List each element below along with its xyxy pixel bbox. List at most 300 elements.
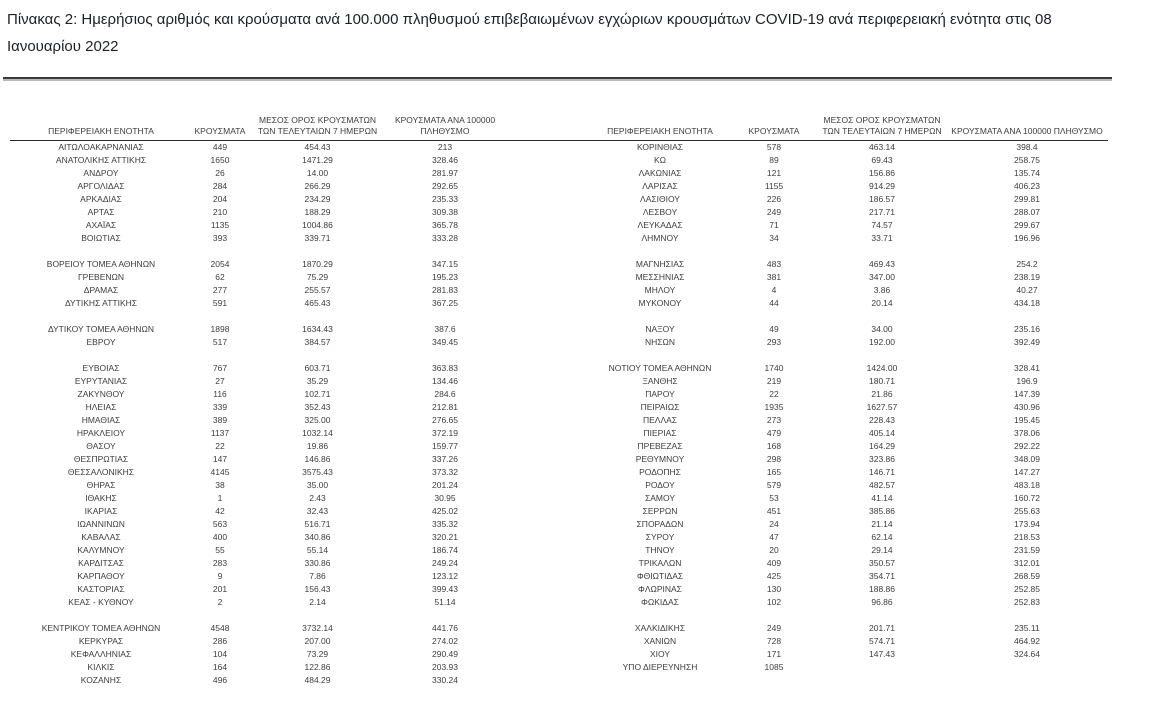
avg7-value: 29.14	[871, 544, 893, 555]
table-row	[592, 335, 1110, 348]
region-name: ΙΘΑΚΗΣ	[85, 492, 117, 503]
avg7-value: 385.86	[869, 505, 895, 516]
table-row	[592, 153, 1110, 166]
avg7-value: 217.71	[869, 206, 895, 217]
table-row	[12, 660, 505, 673]
per100k-value: 387.6	[434, 323, 456, 334]
cases-value: 204	[212, 193, 228, 204]
region-group	[12, 140, 505, 244]
per100k-value: 406.23	[1014, 180, 1040, 191]
table-row	[592, 543, 1110, 556]
region-name: ΠΕΙΡΑΙΩΣ	[640, 401, 680, 412]
table-row	[12, 426, 505, 439]
per100k-value: 392.49	[1014, 336, 1040, 347]
table-row	[12, 634, 505, 647]
avg7-value: 180.71	[869, 375, 895, 386]
region-name: ΧΑΛΚΙΔΙΚΗΣ	[634, 622, 686, 633]
cases-value: 479	[766, 427, 782, 438]
cases-value: 4145	[210, 466, 230, 477]
per100k-value: 335.32	[432, 518, 458, 529]
avg7-value: 516.71	[304, 518, 331, 529]
cases-value: 283	[212, 557, 228, 568]
per100k-value: 328.41	[1014, 362, 1040, 373]
region-name: ΜΗΛΟΥ	[644, 284, 676, 295]
avg7-value: 330.86	[304, 557, 331, 568]
region-name: ΠΡΕΒΕΖΑΣ	[637, 440, 683, 451]
avg7-value: 102.71	[304, 388, 331, 399]
page-title: Πίνακας 2: Ημερήσιος αριθμός και κρούσματα ανά 100.000 πληθυσμού επιβεβαιωμένων εγχώριων κρουσμάτων COVID-19 ανά περιφερειακή ενότητα στις 08 Ιανουαρίου 2022	[7, 11, 1052, 55]
table-row	[12, 621, 505, 634]
table-row	[592, 361, 1110, 374]
per100k-value: 281.83	[432, 284, 458, 295]
per100k-value: 324.64	[1014, 648, 1040, 659]
table-row	[592, 179, 1110, 192]
per100k-value: 159.77	[432, 440, 458, 451]
region-name: ΜΑΓΝΗΣΙΑΣ	[635, 258, 685, 269]
per100k-value: 372.19	[432, 427, 458, 438]
cases-value: 1155	[764, 180, 784, 191]
per100k-value: 147.27	[1014, 466, 1040, 477]
table-row	[592, 595, 1110, 608]
per100k-value: 255.63	[1014, 505, 1040, 516]
region-name: ΖΑΚΥΝΘΟΥ	[77, 388, 125, 399]
table-row	[592, 257, 1110, 270]
avg7-value: 2.14	[309, 596, 326, 607]
table-row	[592, 283, 1110, 296]
header-avg7: ΜΕΣΟΣ ΟΡΟΣ ΚΡΟΥΣΜΑΤΩΝ ΤΩΝ ΤΕΛΕΥΤΑΙΩΝ 7 ΗΜΕΡΩΝ	[822, 115, 942, 136]
avg7-value: 384.57	[304, 336, 331, 347]
per100k-value: 365.78	[432, 219, 458, 230]
region-group	[12, 322, 505, 348]
table-left-half	[12, 108, 505, 686]
per100k-value: 299.67	[1014, 219, 1040, 230]
cases-value: 249	[766, 622, 782, 633]
avg7-value: 35.29	[306, 375, 329, 386]
avg7-value: 1634.43	[302, 323, 333, 334]
avg7-value: 266.29	[304, 180, 331, 191]
table-row	[12, 257, 505, 270]
table-row	[592, 231, 1110, 244]
cases-value: 483	[766, 258, 782, 269]
table-row	[12, 491, 505, 504]
region-group	[12, 257, 505, 309]
per100k-value: 254.2	[1016, 258, 1038, 269]
region-group	[592, 361, 1110, 608]
per100k-value: 249.24	[432, 557, 458, 568]
cases-value: 579	[766, 479, 782, 490]
region-name: ΣΑΜΟΥ	[644, 492, 675, 503]
table-row	[12, 205, 505, 218]
header-per100k: ΚΡΟΥΣΜΑΤΑ ΑΝΑ 100000 ΠΛΗΘΥΣΜΟ	[951, 126, 1103, 136]
per100k-value: 348.09	[1014, 453, 1040, 464]
cases-value: 591	[212, 297, 228, 308]
per100k-value: 40.27	[1016, 284, 1038, 295]
region-name: ΧΙΟΥ	[649, 648, 671, 659]
cases-value: 1085	[764, 661, 784, 672]
cases-value: 451	[766, 505, 782, 516]
region-name: ΕΒΡΟΥ	[86, 336, 116, 347]
per100k-value: 290.49	[432, 648, 458, 659]
avg7-value: 20.14	[871, 297, 893, 308]
table-row	[12, 543, 505, 556]
table-row	[12, 283, 505, 296]
avg7-value: 325.00	[304, 414, 331, 425]
cases-value: 24	[769, 518, 779, 529]
region-name: ΛΕΥΚΑΔΑΣ	[637, 219, 683, 230]
cases-value: 22	[769, 388, 779, 399]
cases-value: 449	[212, 141, 228, 152]
cases-value: 277	[212, 284, 228, 295]
per100k-value: 399.43	[432, 583, 458, 594]
region-name: ΚΕΑΣ - ΚΥΘΝΟΥ	[68, 596, 134, 607]
cases-value: 62	[215, 271, 225, 282]
per100k-value: 312.01	[1014, 557, 1040, 568]
avg7-value: 352.43	[304, 401, 331, 412]
per100k-value: 196.96	[1014, 232, 1040, 243]
avg7-value: 469.43	[869, 258, 895, 269]
table-row	[592, 621, 1110, 634]
table-row	[12, 504, 505, 517]
table-row	[12, 387, 505, 400]
region-group	[12, 621, 505, 686]
per100k-value: 235.11	[1014, 622, 1040, 633]
cases-value: 4	[771, 284, 777, 295]
cases-value: 284	[212, 180, 228, 191]
region-name: ΦΘΙΩΤΙΔΑΣ	[636, 570, 684, 581]
region-name: ΚΕΝΤΡΙΚΟΥ ΤΟΜΕΑ ΑΘΗΝΩΝ	[41, 622, 161, 633]
cases-value: 38	[215, 479, 225, 490]
table-row	[592, 426, 1110, 439]
region-group	[592, 257, 1110, 309]
per100k-value: 201.24	[432, 479, 458, 490]
table-body-right	[592, 140, 1110, 673]
per100k-value: 51.14	[434, 596, 456, 607]
per100k-value: 186.74	[432, 544, 458, 555]
region-name: ΘΕΣΣΑΛΟΝΙΚΗΣ	[67, 466, 135, 477]
region-name: ΚΑΒΑΛΑΣ	[81, 531, 121, 542]
cases-value: 89	[769, 154, 779, 165]
region-name: ΚΑΡΠΑΘΟΥ	[77, 570, 125, 581]
cases-value: 1650	[210, 154, 230, 165]
table-row	[12, 556, 505, 569]
region-name: ΣΠΟΡΑΔΩΝ	[636, 518, 684, 529]
cases-value: 1137	[210, 427, 230, 438]
region-name: ΥΠΟ ΔΙΕΡΕΥΝΗΣΗ	[622, 661, 698, 672]
cases-value: 34	[769, 232, 779, 243]
cases-value: 496	[212, 674, 228, 685]
cases-value: 171	[766, 648, 782, 659]
region-name: ΤΗΝΟΥ	[645, 544, 675, 555]
per100k-value: 441.76	[432, 622, 458, 633]
region-name: ΑΝΑΤΟΛΙΚΗΣ ΑΤΤΙΚΗΣ	[55, 154, 147, 165]
region-name: ΠΕΛΛΑΣ	[642, 414, 678, 425]
avg7-value: 14.00	[306, 167, 329, 178]
table-row	[12, 465, 505, 478]
avg7-value: 350.57	[869, 557, 895, 568]
table-row	[12, 439, 505, 452]
table-row	[12, 647, 505, 660]
per100k-value: 274.02	[432, 635, 458, 646]
table-row	[592, 647, 1110, 660]
table-row	[592, 530, 1110, 543]
avg7-value: 1870.29	[302, 258, 333, 269]
cases-value: 147	[212, 453, 228, 464]
avg7-value: 405.14	[869, 427, 895, 438]
region-name: ΒΟΡΕΙΟΥ ΤΟΜΕΑ ΑΘΗΝΩΝ	[46, 258, 156, 269]
avg7-value: 574.71	[869, 635, 895, 646]
avg7-value: 482.57	[869, 479, 895, 490]
region-name: ΝΑΞΟΥ	[645, 323, 675, 334]
per100k-value: 430.96	[1014, 401, 1040, 412]
table-row	[592, 205, 1110, 218]
avg7-value: 463.14	[869, 141, 895, 152]
per100k-value: 328.46	[432, 154, 458, 165]
avg7-value: 41.14	[871, 492, 893, 503]
per100k-value: 123.12	[432, 570, 458, 581]
avg7-value: 1032.14	[302, 427, 333, 438]
avg7-value: 3.86	[873, 284, 891, 295]
region-name: ΙΚΑΡΙΑΣ	[84, 505, 118, 516]
region-name: ΡΟΔΟΥ	[645, 479, 675, 490]
avg7-value: 33.71	[871, 232, 893, 243]
table-row	[12, 413, 505, 426]
avg7-value: 914.29	[869, 180, 895, 191]
avg7-value: 19.86	[306, 440, 329, 451]
region-name: ΚΑΡΔΙΤΣΑΣ	[78, 557, 124, 568]
avg7-value: 74.57	[871, 219, 893, 230]
table-row	[592, 413, 1110, 426]
cases-value: 339	[212, 401, 228, 412]
per100k-value: 349.45	[432, 336, 458, 347]
table-row	[12, 153, 505, 166]
region-name: ΘΕΣΠΡΩΤΙΑΣ	[73, 453, 129, 464]
avg7-value: 122.86	[304, 661, 331, 672]
avg7-value: 339.71	[304, 232, 331, 243]
region-name: ΛΑΚΩΝΙΑΣ	[638, 167, 682, 178]
region-name: ΘΑΣΟΥ	[86, 440, 116, 451]
region-name: ΜΕΣΣΗΝΙΑΣ	[635, 271, 685, 282]
table-row	[592, 556, 1110, 569]
avg7-value: 2.43	[309, 492, 326, 503]
avg7-value: 603.71	[304, 362, 331, 373]
per100k-value: 483.18	[1014, 479, 1040, 490]
table-row	[592, 192, 1110, 205]
table-row	[12, 270, 505, 283]
region-name: ΦΛΩΡΙΝΑΣ	[638, 583, 682, 594]
region-name: ΒΟΙΩΤΙΑΣ	[81, 232, 121, 243]
table-row	[592, 582, 1110, 595]
per100k-value: 425.02	[432, 505, 458, 516]
cases-value: 400	[212, 531, 228, 542]
table-row	[592, 660, 1110, 673]
avg7-value: 188.29	[304, 206, 331, 217]
per100k-value: 134.46	[432, 375, 458, 386]
table-row	[12, 569, 505, 582]
cases-value: 728	[766, 635, 782, 646]
cases-value: 22	[215, 440, 225, 451]
region-name: ΔΥΤΙΚΗΣ ΑΤΤΙΚΗΣ	[64, 297, 138, 308]
avg7-value: 1424.00	[866, 362, 898, 373]
per100k-value: 238.19	[1014, 271, 1040, 282]
per100k-value: 212.81	[432, 401, 458, 412]
region-name: ΚΕΦΑΛΛΗΝΙΑΣ	[70, 648, 132, 659]
cases-value: 26	[215, 167, 225, 178]
table-header-row	[592, 108, 1110, 140]
title-divider	[3, 77, 1112, 79]
region-name: ΛΗΜΝΟΥ	[641, 232, 679, 243]
avg7-value: 32.43	[306, 505, 329, 516]
region-name: ΚΩ	[653, 154, 667, 165]
table-row	[12, 322, 505, 335]
per100k-value: 320.21	[432, 531, 458, 542]
avg7-value: 21.14	[871, 518, 893, 529]
table-row	[592, 400, 1110, 413]
table-row	[12, 335, 505, 348]
table-row	[12, 218, 505, 231]
region-name: ΛΑΡΙΣΑΣ	[642, 180, 678, 191]
table-row	[12, 192, 505, 205]
table-row	[12, 452, 505, 465]
avg7-value: 34.00	[871, 323, 893, 334]
cases-value: 293	[766, 336, 782, 347]
avg7-value: 146.86	[304, 453, 331, 464]
cases-value: 1898	[210, 323, 230, 334]
cases-value: 130	[766, 583, 782, 594]
region-name: ΣΥΡΟΥ	[645, 531, 675, 542]
region-name: ΤΡΙΚΑΛΩΝ	[638, 557, 682, 568]
per100k-value: 299.81	[1014, 193, 1040, 204]
per100k-value: 268.59	[1014, 570, 1040, 581]
cases-value: 121	[766, 167, 782, 178]
avg7-value: 62.14	[871, 531, 893, 542]
region-name: ΝΟΤΙΟΥ ΤΟΜΕΑ ΑΘΗΝΩΝ	[608, 362, 712, 373]
avg7-value: 156.43	[304, 583, 331, 594]
cases-value: 168	[766, 440, 782, 451]
avg7-value: 156.86	[869, 167, 895, 178]
region-group	[592, 140, 1110, 244]
cases-value: 20	[769, 544, 779, 555]
per100k-value: 235.33	[432, 193, 458, 204]
avg7-value: 234.29	[304, 193, 331, 204]
region-name: ΔΥΤΙΚΟΥ ΤΟΜΕΑ ΑΘΗΝΩΝ	[47, 323, 155, 334]
avg7-value: 484.29	[304, 674, 331, 685]
table-row	[12, 374, 505, 387]
cases-value: 55	[215, 544, 225, 555]
cases-value: 226	[766, 193, 782, 204]
region-name: ΡΕΘΥΜΝΟΥ	[635, 453, 685, 464]
cases-value: 381	[766, 271, 782, 282]
region-name: ΠΑΡΟΥ	[645, 388, 675, 399]
region-name: ΑΡΚΑΔΙΑΣ	[80, 193, 122, 204]
table-row	[592, 166, 1110, 179]
region-name: ΚΕΡΚΥΡΑΣ	[78, 635, 124, 646]
per100k-value: 218.53	[1014, 531, 1040, 542]
cases-value: 273	[766, 414, 782, 425]
cases-value: 4548	[210, 622, 230, 633]
cases-value: 389	[212, 414, 228, 425]
per100k-value: 284.6	[434, 388, 456, 399]
cases-value: 165	[766, 466, 782, 477]
per100k-value: 135.74	[1014, 167, 1040, 178]
header-cases: ΚΡΟΥΣΜΑΤΑ	[748, 126, 800, 136]
region-group	[592, 322, 1110, 348]
avg7-value: 323.86	[869, 453, 895, 464]
avg7-value: 192.00	[869, 336, 895, 347]
region-name: ΑΧΑΪΑΣ	[85, 219, 117, 230]
table-row	[592, 140, 1110, 153]
table-row	[12, 530, 505, 543]
table-row	[12, 582, 505, 595]
per100k-value: 203.93	[432, 661, 458, 672]
per100k-value: 281.97	[432, 167, 458, 178]
avg7-value: 201.71	[869, 622, 895, 633]
cases-value: 2	[217, 596, 223, 607]
per100k-value: 464.92	[1014, 635, 1040, 646]
per100k-value: 235.16	[1014, 323, 1040, 334]
table-row	[12, 673, 505, 686]
table-row	[12, 595, 505, 608]
header-region: ΠΕΡΙΦΕΡΕΙΑΚΗ ΕΝΟΤΗΤΑ	[48, 126, 154, 136]
per100k-value: 330.24	[432, 674, 458, 685]
cases-value: 49	[769, 323, 779, 334]
cases-value: 27	[215, 375, 225, 386]
region-name: ΚΟΖΑΝΗΣ	[80, 674, 122, 685]
avg7-value: 35.00	[306, 479, 329, 490]
per100k-value: 258.75	[1014, 154, 1040, 165]
table-row	[12, 478, 505, 491]
region-name: ΚΑΛΥΜΝΟΥ	[77, 544, 125, 555]
per100k-value: 288.07	[1014, 206, 1040, 217]
region-name: ΕΥΡΥΤΑΝΙΑΣ	[74, 375, 128, 386]
per100k-value: 252.83	[1014, 596, 1040, 607]
region-name: ΝΗΣΩΝ	[644, 336, 676, 347]
avg7-value: 1004.86	[302, 219, 333, 230]
cases-value: 219	[766, 375, 782, 386]
table-row	[592, 478, 1110, 491]
cases-value: 201	[212, 583, 228, 594]
table-right-half	[592, 108, 1110, 673]
table-row	[12, 296, 505, 309]
table-body-left	[12, 140, 505, 686]
avg7-value: 146.71	[869, 466, 895, 477]
cases-value: 298	[766, 453, 782, 464]
per100k-value: 196.9	[1016, 375, 1038, 386]
table-row	[12, 231, 505, 244]
region-name: ΛΕΣΒΟΥ	[642, 206, 678, 217]
region-name: ΛΑΣΙΘΙΟΥ	[640, 193, 680, 204]
cases-value: 104	[212, 648, 228, 659]
avg7-value: 164.29	[869, 440, 895, 451]
cases-value: 47	[769, 531, 779, 542]
avg7-value: 7.86	[309, 570, 326, 581]
per100k-value: 147.39	[1014, 388, 1040, 399]
table-row	[592, 374, 1110, 387]
cases-value: 42	[215, 505, 225, 516]
table-row	[12, 400, 505, 413]
per100k-value: 367.25	[432, 297, 458, 308]
table-row	[12, 140, 505, 153]
table-row	[592, 218, 1110, 231]
per100k-value: 30.95	[434, 492, 456, 503]
per100k-value: 347.15	[432, 258, 458, 269]
avg7-value: 3732.14	[302, 622, 333, 633]
avg7-value: 465.43	[304, 297, 331, 308]
cases-value: 9	[217, 570, 223, 581]
cases-value: 767	[212, 362, 228, 373]
avg7-value: 1627.57	[866, 401, 898, 412]
per100k-value: 292.22	[1014, 440, 1040, 451]
header-avg7: ΜΕΣΟΣ ΟΡΟΣ ΚΡΟΥΣΜΑΤΩΝ ΤΩΝ ΤΕΛΕΥΤΑΙΩΝ 7 ΗΜΕΡΩΝ	[257, 115, 378, 136]
